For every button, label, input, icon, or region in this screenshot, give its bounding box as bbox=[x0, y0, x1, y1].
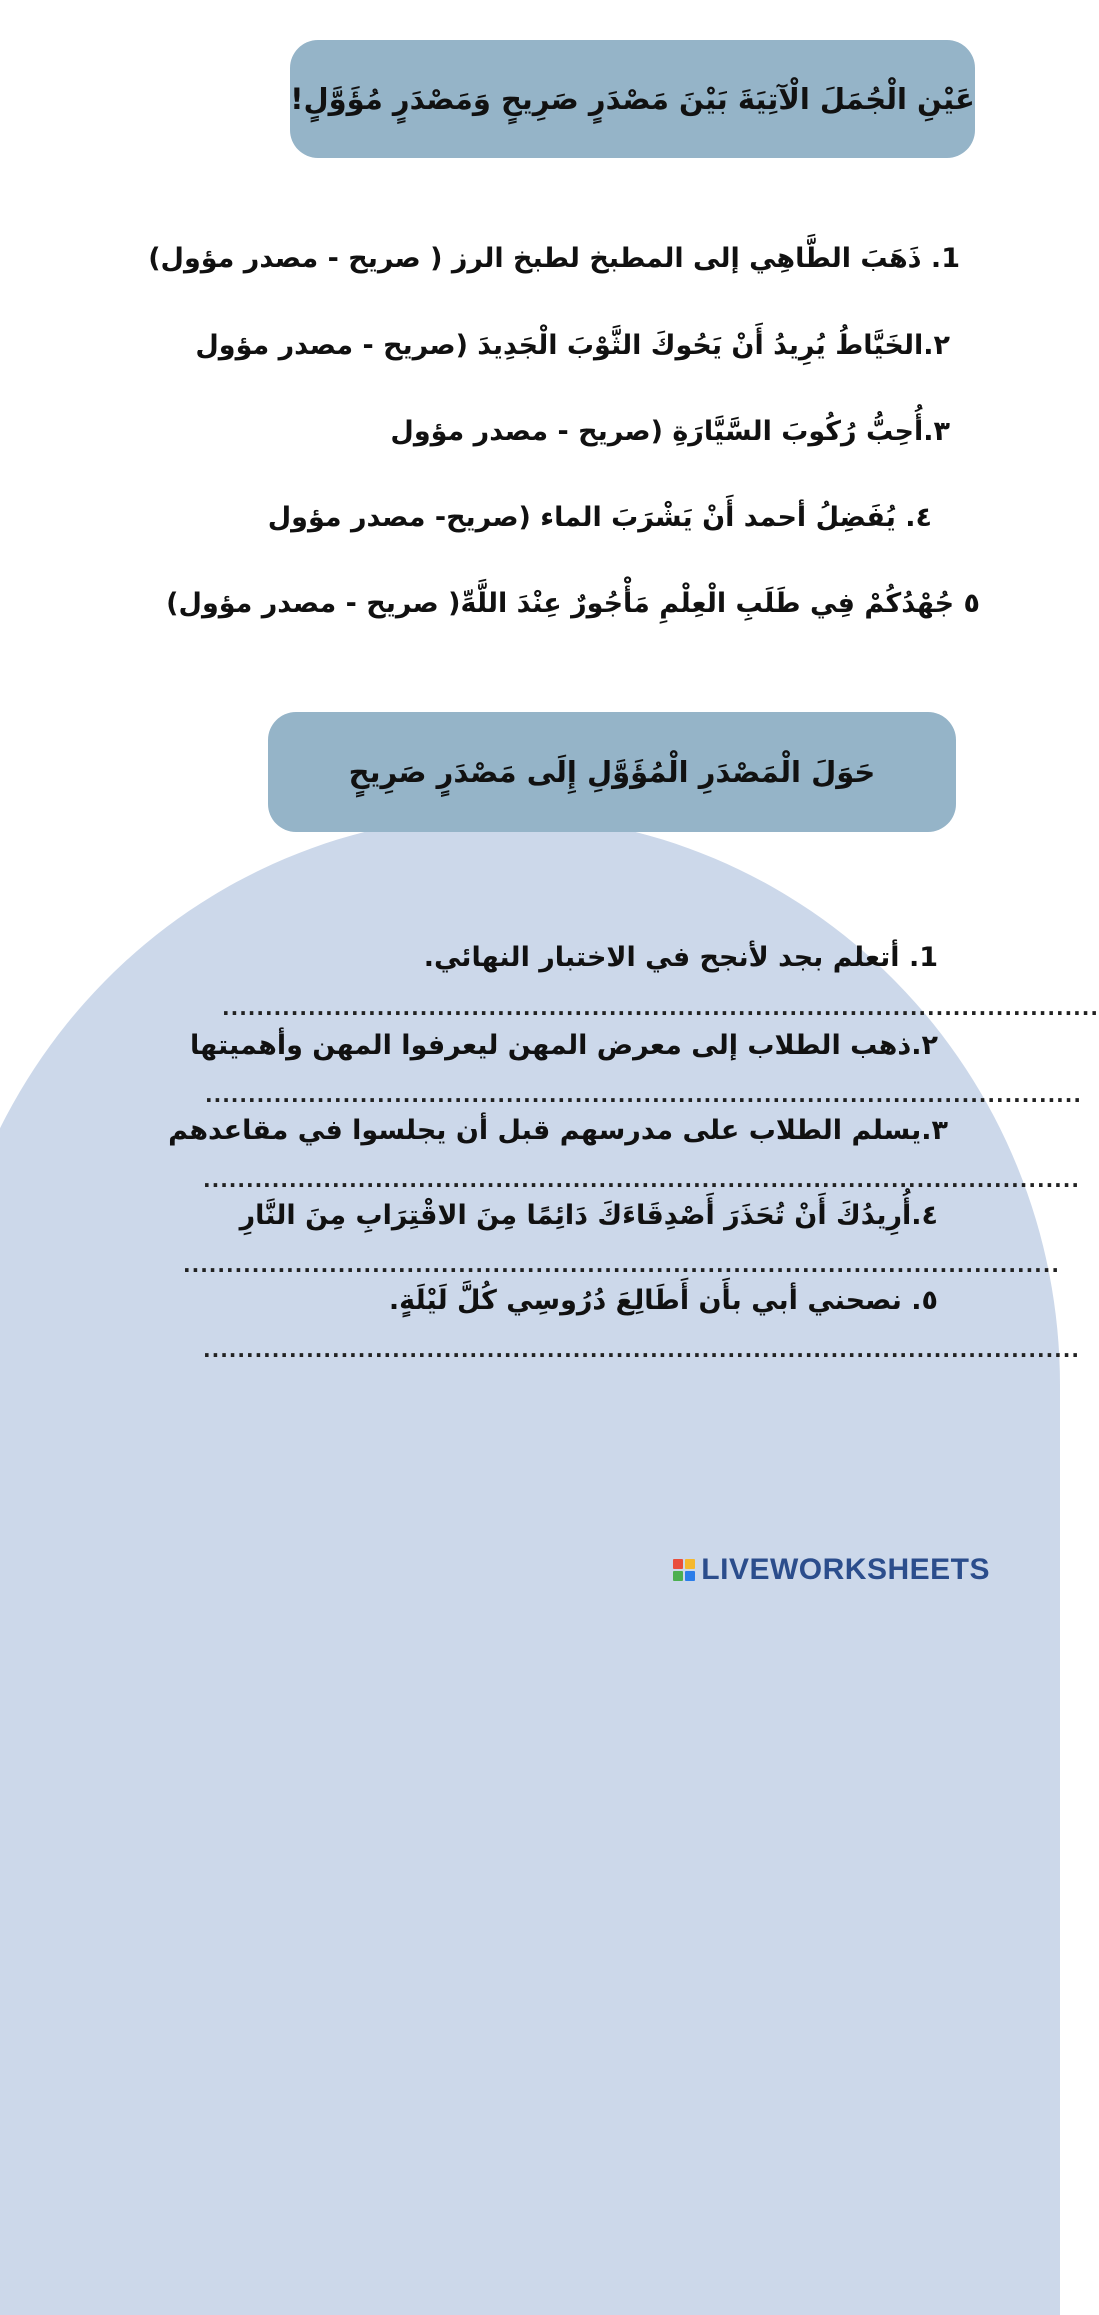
logo-squares-icon bbox=[673, 1559, 695, 1581]
brand-name: LIVEWORKSHEETS bbox=[701, 1553, 990, 1586]
section2-item-5: ٥. نصحني أبي بأَن أَطَالِعَ دُرُوسِي كُلَّ لَيْلَةٍ. bbox=[388, 1285, 938, 1316]
section2-heading-banner bbox=[268, 712, 956, 832]
section1-item-2: ٢.الخَيَّاطُ يُرِيدُ أَنْ يَحُوكَ الثَّوْبَ الْجَدِيدَ (صريح - مصدر مؤول bbox=[195, 330, 950, 361]
section1-heading: عَيْنِ الْجُمَلَ الْآتِيَةَ بَيْنَ مَصْدَرٍ صَرِيحٍ وَمَصْدَرٍ مُؤَوَّلٍ! bbox=[290, 82, 975, 116]
answer-blank-4[interactable]: ...................................................................................................... bbox=[183, 1253, 1060, 1277]
section1-item-4: ٤. يُفَضِلُ أحمد أَنْ يَشْرَبَ الماء (صريح- مصدر مؤول bbox=[267, 502, 932, 533]
liveworksheets-logo bbox=[673, 1550, 990, 1590]
section1-heading-banner bbox=[290, 40, 975, 158]
section1-item-1: 1. ذَهَبَ الطَّاهِي إلى المطبخ لطبخ الرز ( صريح - مصدر مؤول) bbox=[148, 243, 960, 274]
answer-blank-1[interactable]: ...................................................................................................... bbox=[222, 996, 1099, 1020]
section1-item-3: ٣.أُحِبُّ رُكُوبَ السَّيَّارَةِ (صريح - مصدر مؤول bbox=[390, 416, 950, 447]
answer-blank-2[interactable]: ...................................................................................................... bbox=[205, 1083, 1082, 1107]
answer-blank-3[interactable]: ...................................................................................................... bbox=[203, 1168, 1080, 1192]
section1-item-5: ٥ جُهْدُكُمْ فِي طَلَبِ الْعِلْمِ مَأْجُورٌ عِنْدَ اللَّهِّ( صريح - مصدر مؤول) bbox=[166, 588, 980, 619]
section2-item-4: ٤.أُرِيدُكَ أَنْ تُحَذَرَ أَصْدِقَاءَكَ دَائِمًا مِنَ الاقْتِرَابِ مِنَ النَّارِ bbox=[239, 1200, 938, 1231]
section2-item-2: ٢.ذهب الطلاب إلى معرض المهن ليعرفوا المهن وأهميتها bbox=[190, 1030, 938, 1061]
section2-heading: حَوَلَ الْمَصْدَرِ الْمُؤَوَّلِ إِلَى مَصْدَرٍ صَرِيحٍ bbox=[348, 755, 876, 789]
section2-item-3: ٣.يسلم الطلاب على مدرسهم قبل أن يجلسوا في مقاعدهم bbox=[168, 1115, 948, 1146]
answer-blank-5[interactable]: ...................................................................................................... bbox=[203, 1338, 1080, 1362]
section2-item-1: 1. أتعلم بجد لأنجح في الاختبار النهائي. bbox=[423, 942, 938, 973]
